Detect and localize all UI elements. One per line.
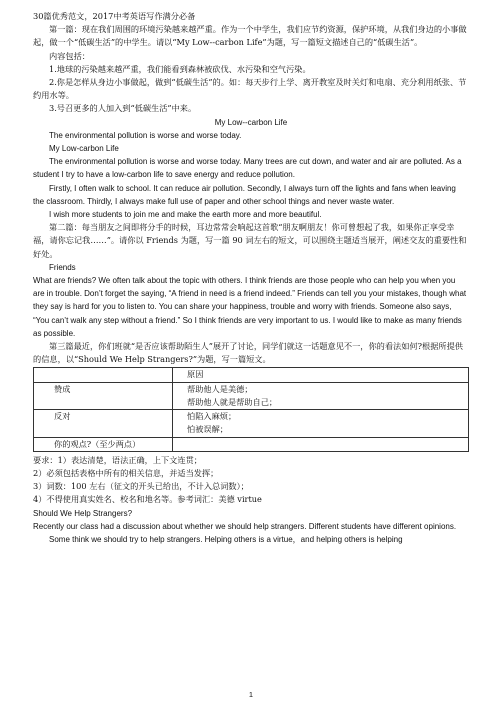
essay1-para3: I wish more students to join me and make the earth more and more beautiful. xyxy=(49,210,322,220)
opinion-table xyxy=(33,367,469,451)
table-row xyxy=(34,437,469,451)
table-header-cell: 原因 xyxy=(173,368,469,382)
section1-req-3: 3.号召更多的人加入到“低碳生活”中来。 xyxy=(49,103,197,114)
document-page xyxy=(33,10,469,546)
page-number: 1 xyxy=(248,690,254,699)
essay1-para2: Firstly, I often walk to school. It can reduce air pollution. Secondly, I always turn off the lights and fans when leaving the classroom. Thirdly, I always make full use of paper and other school things and never waste water. xyxy=(33,183,456,206)
table-row xyxy=(34,410,469,437)
essay1-line1: The environmental pollution is worse and worse today. xyxy=(49,130,242,140)
table-reason: 怕陷入麻烦； xyxy=(187,411,237,422)
requirement-4: 4）不得使用真实姓名、校名和地名等。参考词汇：美德 virtue xyxy=(33,494,262,505)
table-row-label: 反对 xyxy=(34,410,173,437)
table-row xyxy=(34,368,469,382)
essay3-title: Should We Help Strangers? xyxy=(33,508,133,518)
table-row-label: 赞成 xyxy=(34,382,173,409)
essay2-title: Friends xyxy=(49,262,76,272)
section2-prompt: 第二篇：每当朋友之间即将分手的时候，耳边常常会响起这首歌“朋友啊朋友！你可曾想起了我，如果你正享受幸福，请你忘记我……”。请你以 Friends 为题，写一篇 90 词左右的短文，可以围绕主题适当展开，阐述交友的重要性和好处。 xyxy=(33,222,467,259)
table-cell xyxy=(173,382,469,409)
table-reason: 帮助他人是美德； xyxy=(187,383,253,394)
section1-req-2: 2.你是怎样从身边小事做起，做到“低碳生活”的。如：每天步行上学、离开教室及时关灯和电扇、充分利用纸张、节约用水等。 xyxy=(33,77,467,101)
section1-prompt: 第一篇：现在我们周围的环境污染越来越严重。作为一个中学生，我们应节约资源，保护环境，从我们身边的小事做起，做一个“低碳生活”的中学生。请以“My Low--carbon Life”为题，写一篇短文描述自己的“低碳生活”。 xyxy=(33,24,467,48)
table-reason: 帮助他人就是帮助自己； xyxy=(187,396,278,407)
essay1-title: My Low--carbon Life xyxy=(214,117,288,127)
section3-prompt: 第三篇最近，你们班就“是否应该帮助陌生人”展开了讨论，同学们就这一话题意见不一，你的看法如何?根据所提供的信息，以“Should We Help Strangers?”为题，写一篇短文。 xyxy=(33,341,463,365)
essay1-para1: The environmental pollution is worse and worse today. Many trees are cut down, and water and air are polluted. As a student I try to have a low-carbon life to save energy and reduce pollution. xyxy=(33,157,462,180)
requirement-2: 2）必须包括表格中所有的相关信息，并适当发挥； xyxy=(33,467,219,478)
essay2-para1: What are friends? We often talk about the topic with others. I think friends are those people who can help you when you are in trouble. Don’t forget the saying, “A friend in need is a friend indeed.” Friends can tell you your mistakes, though what they say is hard for you to listen to. You can share your happiness, trouble and worry with friends. Someone also says, “You can’t walk any step without a friend.” So I think friends are very important to us. I would like to make as many friends as possible. xyxy=(33,276,467,338)
section1-req-1: 1.地球的污染越来越严重，我们能看到森林被砍伐、水污染和空气污染。 xyxy=(49,63,311,74)
essay3-para2: Some think we should try to help strangers. Helping others is a virtue，and helping others is helping xyxy=(49,534,403,544)
table-reason: 怕被误解； xyxy=(187,424,228,435)
section1-req-label: 内容包括： xyxy=(49,50,90,61)
essay1-line2: My Low-carbon Life xyxy=(49,144,119,154)
table-cell xyxy=(34,368,173,382)
table-cell xyxy=(173,437,469,451)
table-cell xyxy=(173,410,469,437)
table-row xyxy=(34,382,469,409)
requirement-3: 3）词数：100 左右（征文的开头已给出，不计入总词数）； xyxy=(33,481,249,492)
essay3-para1: Recently our class had a discussion about whether we should help strangers. Different students have different opinions. xyxy=(33,521,457,531)
requirement-1: 要求：1）表达清楚，语法正确，上下文连贯； xyxy=(33,454,202,465)
table-row-label: 你的观点?（至少两点） xyxy=(34,437,173,451)
doc-title: 30篇优秀范文，2017中考英语写作满分必备 xyxy=(33,11,196,21)
